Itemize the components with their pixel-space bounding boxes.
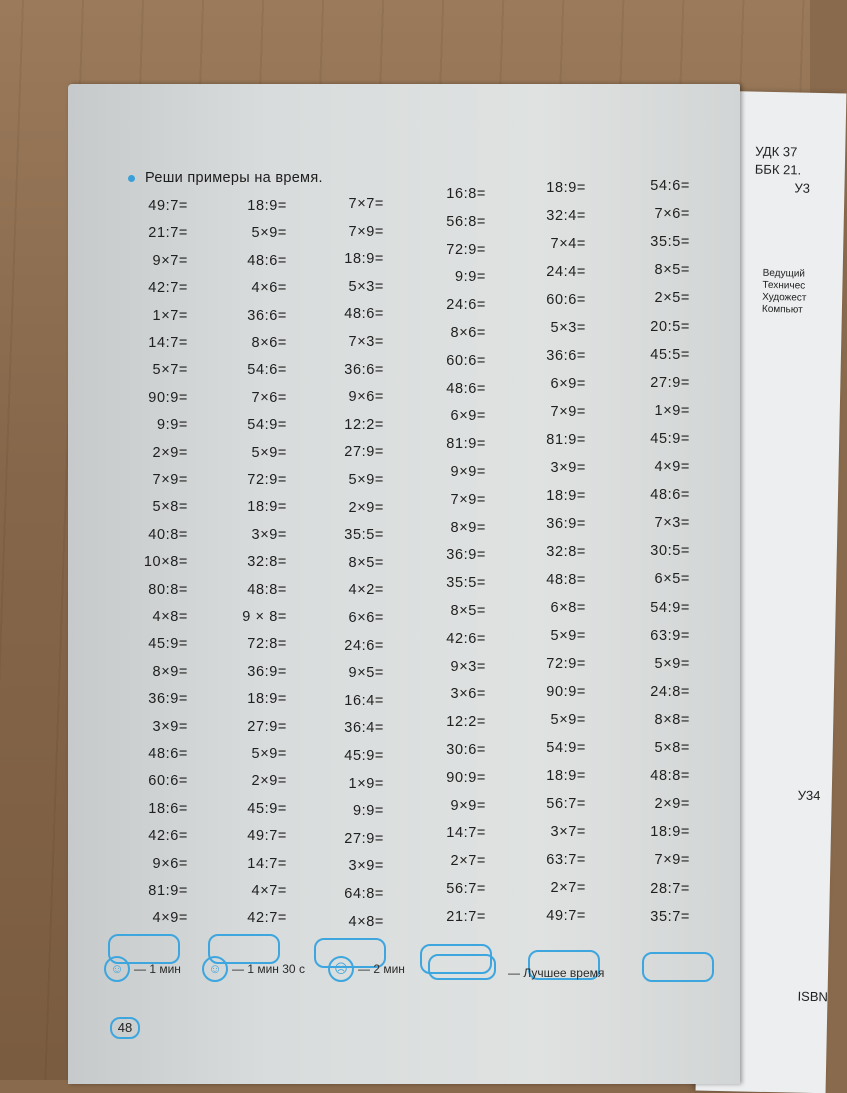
math-exercise: 18:9= bbox=[247, 198, 287, 214]
math-exercise: 20:5= bbox=[650, 318, 690, 335]
smiley-sad-icon: ☹ bbox=[328, 956, 354, 982]
instruction bbox=[128, 170, 323, 186]
math-exercise: 8×9= bbox=[152, 663, 188, 680]
math-exercise: 9×9= bbox=[450, 797, 486, 814]
math-exercise: 1×7= bbox=[152, 307, 188, 324]
math-exercise: 6×5= bbox=[654, 571, 690, 588]
math-exercise: 81:9= bbox=[446, 436, 486, 453]
legend-time-2: — 1 мин 30 с bbox=[232, 962, 305, 976]
math-exercise: 10×8= bbox=[143, 554, 188, 571]
math-exercise: 18:9= bbox=[650, 824, 690, 841]
math-exercise: 48:6= bbox=[650, 487, 690, 504]
math-exercise: 9×5= bbox=[348, 665, 384, 682]
math-exercise: 18:9= bbox=[546, 768, 586, 784]
math-exercise: 3×9= bbox=[348, 858, 384, 875]
math-exercise: 18:9= bbox=[546, 488, 586, 504]
math-exercise: 8×5= bbox=[450, 603, 486, 619]
math-exercise: 1×9= bbox=[348, 775, 384, 792]
math-exercise: 5×9= bbox=[251, 746, 287, 762]
math-exercise: 36:9= bbox=[546, 516, 586, 532]
credit-line-1: Ведущий bbox=[762, 267, 806, 280]
math-exercise: 14:7= bbox=[247, 855, 287, 872]
math-exercise: 5×3= bbox=[348, 278, 384, 295]
math-exercise: 42:6= bbox=[148, 828, 188, 845]
math-exercise: 16:8= bbox=[446, 186, 486, 202]
math-exercise: 45:9= bbox=[247, 800, 287, 817]
math-exercise: 5×8= bbox=[152, 499, 188, 516]
math-exercise: 48:8= bbox=[650, 768, 690, 785]
math-exercise: 24:6= bbox=[344, 637, 384, 654]
math-exercise: 5×9= bbox=[550, 712, 586, 728]
math-exercise: 5×7= bbox=[152, 362, 188, 379]
math-exercise: 72:9= bbox=[446, 241, 486, 258]
math-exercise: 5×3= bbox=[550, 320, 586, 336]
math-exercise: 7×9= bbox=[550, 404, 586, 420]
math-exercise: 30:5= bbox=[650, 543, 690, 560]
math-exercise: 81:9= bbox=[546, 432, 586, 448]
instruction-text: Реши примеры на время. bbox=[145, 170, 323, 186]
math-exercise: 9:9= bbox=[352, 803, 384, 820]
math-exercise: 48:8= bbox=[546, 572, 586, 588]
math-exercise: 49:7= bbox=[247, 828, 287, 845]
math-exercise: 63:7= bbox=[546, 852, 586, 868]
math-exercise: 45:9= bbox=[344, 748, 384, 764]
math-exercise: 7×9= bbox=[348, 223, 384, 240]
math-exercise: 9 × 8= bbox=[242, 609, 287, 625]
math-exercise: 7×3= bbox=[654, 515, 690, 532]
legend-best-time: — Лучшее время bbox=[508, 966, 605, 980]
math-exercise: 9×6= bbox=[348, 389, 384, 406]
math-exercise: 7×6= bbox=[251, 389, 287, 406]
math-exercise: 36:6= bbox=[247, 307, 287, 324]
math-exercise: 9:9= bbox=[156, 417, 188, 434]
math-exercise: 5×9= bbox=[654, 655, 690, 672]
math-exercise: 63:9= bbox=[650, 627, 690, 644]
math-exercise: 2×5= bbox=[654, 290, 690, 307]
math-exercise: 18:9= bbox=[247, 691, 287, 708]
math-exercise: 4×9= bbox=[152, 910, 188, 927]
page-number: 48 bbox=[110, 1017, 140, 1039]
math-exercise: 48:8= bbox=[247, 581, 287, 598]
udk-label: УДК 37 bbox=[755, 143, 798, 160]
math-exercise: 64:8= bbox=[344, 886, 384, 902]
math-exercise: 2×9= bbox=[251, 773, 287, 790]
credit-line-4: Компьют bbox=[761, 303, 803, 316]
math-exercise: 36:9= bbox=[247, 663, 287, 680]
math-exercise: 48:6= bbox=[446, 380, 486, 397]
smiley-neutral-icon: ☺ bbox=[202, 956, 228, 982]
math-exercise: 6×8= bbox=[550, 600, 586, 616]
math-exercise: 14:7= bbox=[446, 825, 486, 842]
math-exercise: 42:7= bbox=[247, 910, 287, 927]
bbk-label: ББК 21. bbox=[754, 161, 802, 178]
math-exercise: 3×9= bbox=[251, 526, 287, 543]
math-exercise: 4×2= bbox=[348, 582, 384, 599]
math-exercise: 8×9= bbox=[450, 519, 486, 536]
math-exercise: 7×3= bbox=[348, 334, 384, 350]
math-exercise: 9×9= bbox=[450, 464, 486, 480]
smiley-happy-icon: ☺ bbox=[104, 956, 130, 982]
math-exercise: 32:8= bbox=[546, 544, 586, 560]
math-exercise: 6×6= bbox=[348, 610, 384, 626]
math-exercise: 8×8= bbox=[654, 711, 690, 728]
math-exercise: 48:6= bbox=[148, 746, 188, 762]
math-exercise: 72:9= bbox=[247, 472, 287, 488]
math-exercise: 2×7= bbox=[450, 853, 486, 870]
math-exercise: 27:9= bbox=[344, 444, 384, 461]
math-exercise: 6×9= bbox=[550, 376, 586, 392]
math-exercise: 32:8= bbox=[247, 554, 287, 571]
math-exercise: 72:9= bbox=[546, 656, 586, 672]
math-exercise: 2×7= bbox=[550, 880, 586, 896]
math-exercise: 1×9= bbox=[654, 402, 690, 419]
math-exercise: 4×7= bbox=[251, 883, 287, 899]
math-exercise: 36:6= bbox=[344, 361, 384, 378]
math-exercise: 24:4= bbox=[546, 264, 586, 280]
math-exercise: 60:6= bbox=[546, 292, 586, 308]
math-exercise: 45:9= bbox=[650, 430, 690, 447]
math-exercise: 42:7= bbox=[148, 280, 188, 297]
math-exercise: 90:9= bbox=[546, 684, 586, 700]
math-exercise: 48:6= bbox=[344, 306, 384, 323]
math-exercise: 3×9= bbox=[152, 718, 188, 735]
math-exercise: 54:6= bbox=[247, 362, 287, 379]
math-exercise: 42:6= bbox=[446, 630, 486, 647]
math-exercise: 6×9= bbox=[450, 408, 486, 425]
math-exercise: 35:5= bbox=[446, 575, 486, 592]
math-exercise: 8×6= bbox=[251, 335, 287, 351]
math-exercise: 54:9= bbox=[546, 740, 586, 756]
math-exercise: 12:2= bbox=[446, 714, 486, 731]
math-exercise: 2×9= bbox=[348, 499, 384, 516]
math-exercise: 7×9= bbox=[152, 472, 188, 488]
credit-line-3: Художест bbox=[762, 291, 807, 304]
math-exercise: 9:9= bbox=[454, 269, 486, 286]
math-exercise: 24:8= bbox=[650, 683, 690, 700]
math-exercise: 21:7= bbox=[446, 908, 486, 925]
math-exercise: 8×5= bbox=[348, 554, 384, 571]
math-exercise: 8×5= bbox=[654, 262, 690, 279]
math-exercise: 7×4= bbox=[550, 236, 586, 252]
math-exercise: 9×6= bbox=[152, 855, 188, 872]
math-exercise: 36:9= bbox=[148, 691, 188, 708]
math-exercise: 90:9= bbox=[446, 769, 486, 786]
math-exercise: 35:7= bbox=[650, 908, 690, 925]
math-exercise: 27:9= bbox=[650, 374, 690, 391]
math-exercise: 36:9= bbox=[446, 547, 486, 564]
math-exercise: 9×3= bbox=[450, 658, 486, 675]
math-exercise: 28:7= bbox=[650, 880, 690, 897]
math-exercise: 72:8= bbox=[247, 636, 287, 653]
math-exercise: 36:4= bbox=[344, 720, 384, 737]
best-time-box[interactable] bbox=[428, 954, 496, 980]
math-exercise: 35:5= bbox=[344, 527, 384, 544]
math-exercise: 2×9= bbox=[654, 796, 690, 813]
legend-time-3: — 2 мин bbox=[358, 962, 405, 976]
math-exercise: 7×6= bbox=[654, 206, 690, 223]
math-exercise: 5×9= bbox=[550, 628, 586, 644]
math-exercise: 3×7= bbox=[550, 824, 586, 840]
math-exercise: 27:9= bbox=[344, 830, 384, 847]
math-exercise: 80:8= bbox=[148, 581, 188, 598]
math-exercise: 8×6= bbox=[450, 325, 486, 341]
math-exercise: 81:9= bbox=[148, 883, 188, 899]
math-exercise: 7×7= bbox=[348, 196, 384, 212]
math-exercise: 4×8= bbox=[348, 913, 384, 930]
legend-time-1: — 1 мин bbox=[134, 962, 181, 976]
bullet-icon bbox=[128, 175, 135, 182]
math-exercise: 9×7= bbox=[152, 252, 188, 269]
math-exercise: 90:9= bbox=[148, 389, 188, 406]
math-exercise: 56:8= bbox=[446, 213, 486, 230]
math-exercise: 60:6= bbox=[148, 773, 188, 790]
isbn-label: ISBN bbox=[797, 988, 829, 1005]
credit-line-2: Техничес bbox=[762, 279, 806, 292]
math-exercise: 56:7= bbox=[446, 881, 486, 897]
math-exercise: 18:6= bbox=[148, 800, 188, 817]
math-exercise: 5×9= bbox=[251, 225, 287, 242]
math-exercise: 49:7= bbox=[546, 908, 586, 924]
code-label-2: У34 bbox=[797, 787, 821, 804]
math-exercise: 4×8= bbox=[152, 609, 188, 625]
math-exercise: 18:9= bbox=[546, 180, 586, 196]
math-exercise: 3×6= bbox=[450, 686, 486, 703]
math-exercise: 7×9= bbox=[450, 491, 486, 508]
math-exercise: 32:4= bbox=[546, 208, 586, 224]
math-exercise: 4×9= bbox=[654, 459, 690, 475]
math-exercise: 18:9= bbox=[247, 499, 287, 516]
math-exercise: 2×9= bbox=[152, 444, 188, 461]
math-exercise: 56:7= bbox=[546, 796, 586, 812]
math-exercise: 14:7= bbox=[148, 335, 188, 351]
math-exercise: 54:9= bbox=[650, 599, 690, 616]
math-exercise: 12:2= bbox=[344, 416, 384, 433]
math-exercise: 54:6= bbox=[650, 178, 690, 194]
math-exercise: 48:6= bbox=[247, 252, 287, 269]
math-exercise: 35:5= bbox=[650, 234, 690, 251]
math-exercise: 27:9= bbox=[247, 718, 287, 735]
math-exercise: 60:6= bbox=[446, 352, 486, 369]
code-label: У3 bbox=[794, 180, 811, 196]
math-exercise: 4×6= bbox=[251, 280, 287, 297]
math-exercise: 24:6= bbox=[446, 297, 486, 314]
math-exercise: 18:9= bbox=[344, 251, 384, 268]
math-exercise: 45:5= bbox=[650, 346, 690, 363]
math-exercise: 49:7= bbox=[148, 198, 188, 214]
time-answer-box[interactable] bbox=[642, 952, 714, 982]
math-exercise: 16:4= bbox=[344, 692, 384, 709]
math-exercise: 5×9= bbox=[251, 444, 287, 461]
math-exercise: 21:7= bbox=[148, 225, 188, 242]
math-exercise: 5×8= bbox=[654, 740, 690, 756]
math-exercise: 30:6= bbox=[446, 742, 486, 758]
math-exercise: 3×9= bbox=[550, 460, 586, 476]
math-exercise: 7×9= bbox=[654, 852, 690, 869]
math-exercise: 40:8= bbox=[148, 526, 188, 543]
math-exercise: 45:9= bbox=[148, 636, 188, 653]
math-exercise: 54:9= bbox=[247, 417, 287, 434]
math-exercise: 36:6= bbox=[546, 348, 586, 364]
math-exercise: 5×9= bbox=[348, 472, 384, 488]
